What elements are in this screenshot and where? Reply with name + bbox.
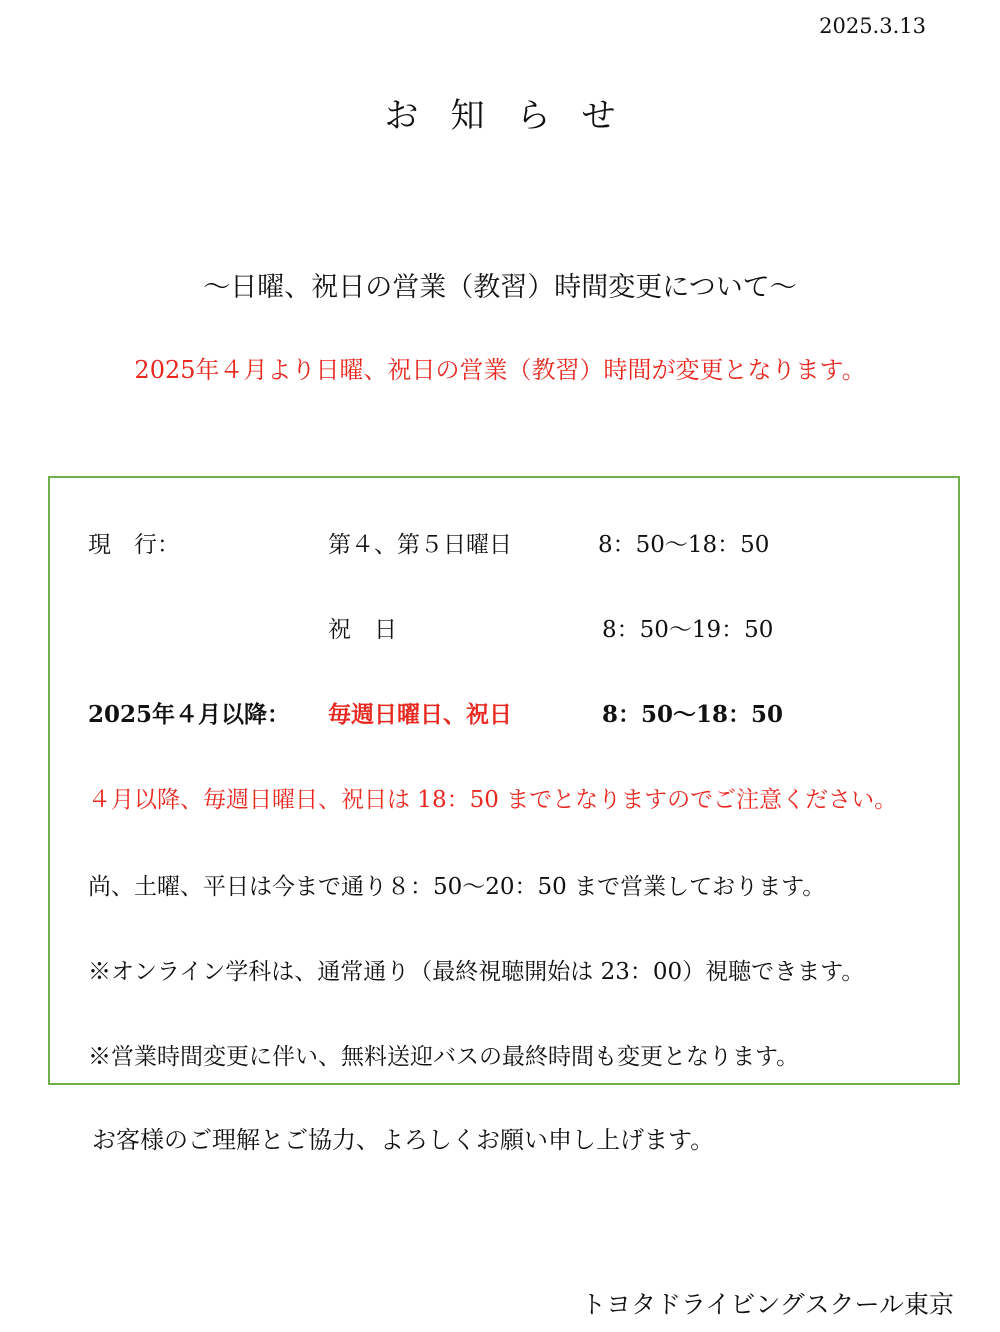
signature: トヨタドライビングスクール東京 xyxy=(580,1290,954,1319)
notice-title: お知らせ xyxy=(384,96,648,136)
new-label: 2025年４月以降： xyxy=(88,701,291,728)
new-hours: 8：50〜18：50 xyxy=(602,701,784,728)
notice-date: 2025.3.13 xyxy=(819,14,926,38)
note-shuttle-bus: ※営業時間変更に伴い、無料送迎バスの最終時間も変更となります。 xyxy=(88,1044,800,1070)
current-days-2: 祝 日 xyxy=(328,617,397,643)
current-hours-1: 8：50〜18：50 xyxy=(598,532,770,558)
note-weekday-hours: 尚、土曜、平日は今まで通り８：50〜20：50 まで営業しております。 xyxy=(88,874,826,900)
note-online-course: ※オンライン学科は、通常通り（最終視聴開始は 23：00）視聴できます。 xyxy=(88,959,865,985)
current-label: 現 行： xyxy=(88,532,180,558)
note-caution: ４月以降、毎週日曜日、祝日は 18：50 までとなりますのでご注意ください。 xyxy=(88,787,898,813)
schedule-box xyxy=(48,476,960,1085)
new-days: 毎週日曜日、祝日 xyxy=(328,701,512,728)
current-hours-2: 8：50〜19：50 xyxy=(602,617,774,643)
notice-subject: 〜日曜、祝日の営業（教習）時間変更について〜 xyxy=(203,272,797,303)
announcement-text: 2025年４月より日曜、祝日の営業（教習）時間が変更となります。 xyxy=(134,356,866,384)
closing-text: お客様のご理解とご協力、よろしくお願い申し上げます。 xyxy=(92,1126,715,1154)
current-days-1: 第４、第５日曜日 xyxy=(328,532,512,558)
